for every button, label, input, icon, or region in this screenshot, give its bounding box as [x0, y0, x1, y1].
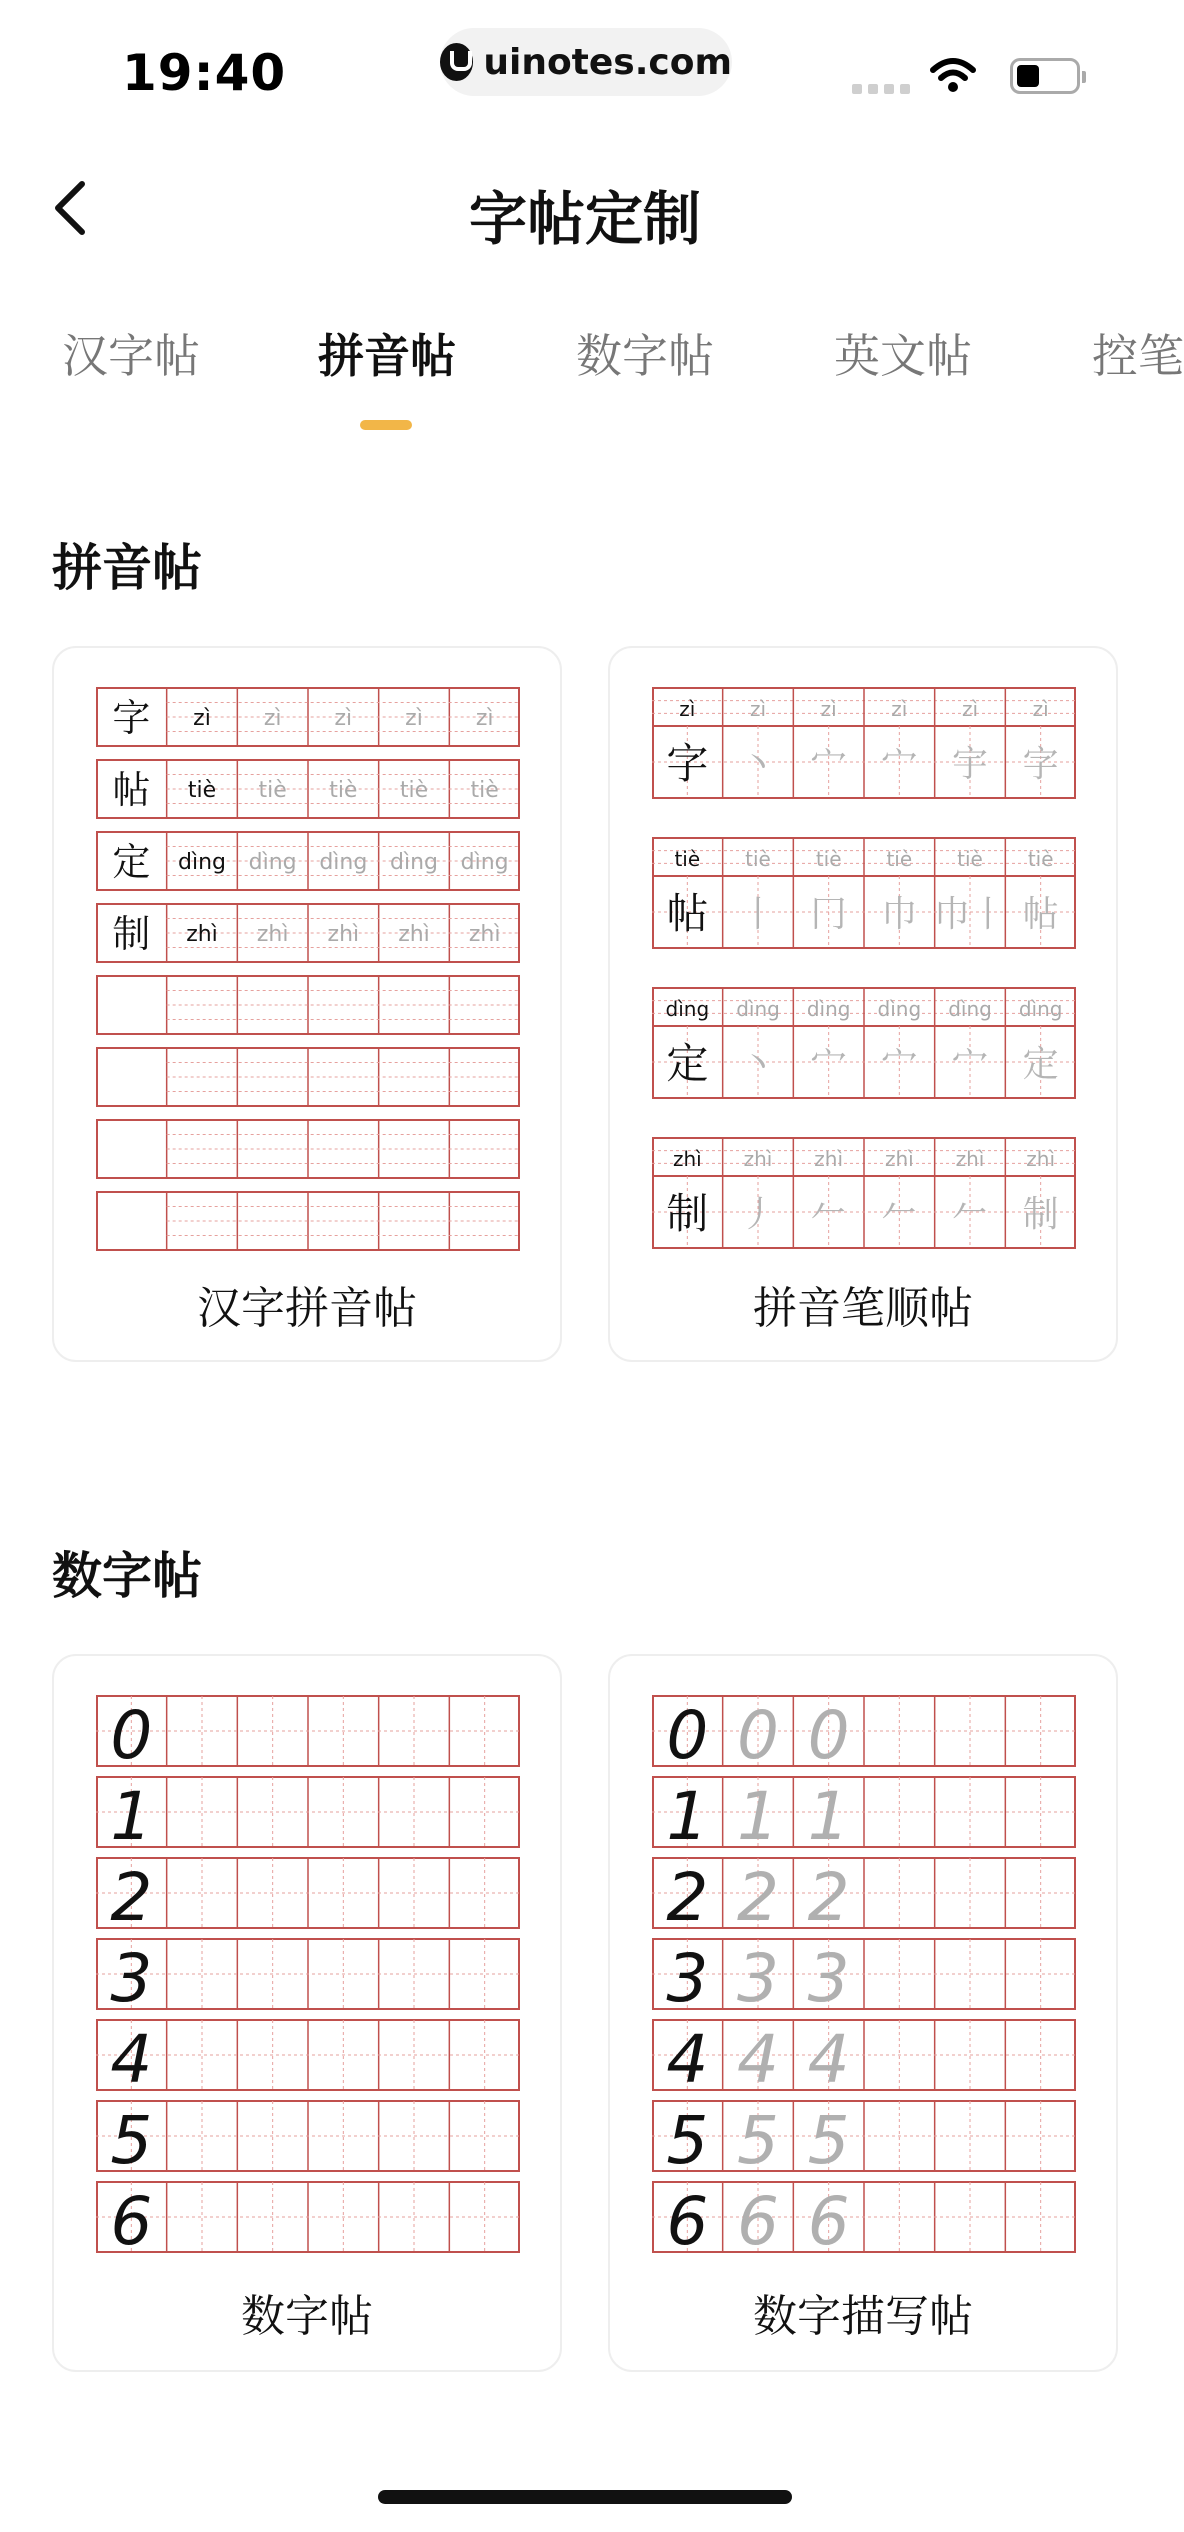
hanzi-char: 定	[112, 840, 151, 884]
digit: 5	[666, 2102, 709, 2179]
pinyin-text: zhì	[884, 1147, 914, 1171]
stroke-step: 定	[1022, 1044, 1059, 1085]
hanzi-char: 帖	[112, 768, 151, 812]
card-hanzi-pinyin[interactable]	[52, 646, 562, 1362]
stroke-step: 丶	[739, 744, 777, 785]
stroke-step: 制	[1022, 1194, 1059, 1235]
stroke-step: 巾	[881, 894, 918, 935]
pinyin-text: tiè	[399, 778, 429, 803]
pinyin-text: zì	[961, 697, 979, 721]
active-tab-indicator	[360, 420, 412, 430]
trace-digit: 5	[737, 2102, 779, 2179]
digit: 0	[666, 1697, 709, 1774]
cellular-signal-icon	[852, 84, 910, 94]
trace-digit: 1	[737, 1778, 779, 1855]
stroke-step: 帖	[1022, 894, 1059, 935]
pinyin-text: tiè	[957, 847, 983, 871]
pinyin-text: zhì	[256, 922, 289, 947]
hanzi-char: 字	[112, 696, 151, 740]
pinyin-text: dìng	[460, 850, 509, 875]
hanzi-char: 定	[666, 1039, 709, 1088]
pinyin-text: zhì	[743, 1147, 773, 1171]
hanzi-char: 字	[666, 739, 709, 788]
pinyin-text: tiè	[886, 847, 913, 871]
trace-digit: 2	[807, 1859, 850, 1936]
card-label: 数字描写帖	[753, 2291, 973, 2342]
stroke-step: 宀	[881, 1044, 918, 1085]
card-number[interactable]	[52, 1654, 562, 2372]
pinyin-text: tiè	[470, 778, 499, 803]
pinyin-section-title: 拼音帖	[52, 539, 202, 597]
stroke-step: 宇	[951, 744, 989, 785]
pinyin-text: zì	[263, 706, 282, 731]
stroke-step: 冂	[810, 894, 847, 935]
digit: 1	[110, 1778, 153, 1855]
number-trace-grid	[652, 1696, 1076, 2260]
number-grid	[96, 1696, 520, 2260]
pinyin-text: tiè	[815, 847, 842, 871]
pinyin-text: zhì	[398, 922, 430, 947]
pinyin-text: dìng	[1018, 997, 1063, 1021]
pinyin-text: tiè	[745, 847, 771, 871]
trace-digit: 1	[807, 1778, 850, 1855]
tab-hanzi[interactable]: 汉字帖	[62, 329, 200, 383]
stroke-step: 𠂉	[810, 1194, 847, 1235]
battery-icon	[1010, 58, 1080, 94]
pinyin-stroke-grid	[652, 688, 1076, 1248]
digit: 2	[110, 1859, 153, 1936]
tab-bar	[0, 320, 1184, 400]
tab-number[interactable]: 数字帖	[576, 329, 714, 383]
tab-pinyin[interactable]: 拼音帖	[318, 329, 456, 383]
pinyin-text: dìng	[736, 997, 780, 1021]
stroke-step: 丶	[739, 1044, 777, 1085]
digit: 5	[110, 2102, 153, 2179]
hanzi-char: 帖	[666, 889, 709, 938]
pinyin-text: zì	[1032, 697, 1049, 721]
pinyin-text: zì	[749, 697, 767, 721]
stroke-step: 宀	[810, 744, 847, 785]
card-number-trace[interactable]	[608, 1654, 1118, 2372]
tab-control-pen[interactable]: 控笔	[1092, 329, 1184, 383]
pinyin-text: zhì	[468, 922, 501, 947]
trace-digit: 4	[737, 2021, 779, 2098]
trace-digit: 0	[737, 1697, 779, 1774]
pinyin-text: tiè	[674, 847, 701, 871]
card-label: 汉字拼音帖	[197, 1283, 417, 1334]
digit: 4	[110, 2021, 153, 2098]
pinyin-text: zhì	[814, 1147, 844, 1171]
trace-digit: 4	[807, 2021, 850, 2098]
digit: 4	[666, 2021, 709, 2098]
pinyin-text: zì	[891, 697, 908, 721]
pinyin-text: zì	[679, 697, 696, 721]
card-label: 数字帖	[241, 2291, 373, 2342]
pinyin-text: tiè	[1027, 847, 1054, 871]
stroke-step: 丨	[739, 894, 777, 935]
pinyin-text: dìng	[390, 850, 438, 875]
pinyin-text: dìng	[948, 997, 992, 1021]
stroke-step: 宀	[881, 744, 918, 785]
pinyin-text: zhì	[672, 1147, 702, 1171]
tab-english[interactable]: 英文帖	[834, 329, 972, 383]
pinyin-text: tiè	[258, 778, 287, 803]
trace-digit: 6	[737, 2183, 779, 2260]
hanzi-char: 制	[666, 1189, 709, 1238]
stroke-step: 宀	[810, 1044, 847, 1085]
pinyin-text: zì	[405, 706, 423, 731]
pinyin-text: zì	[820, 697, 837, 721]
wifi-icon	[930, 58, 976, 94]
site-logo-icon	[440, 43, 473, 81]
digit: 6	[666, 2183, 709, 2260]
pinyin-text: dìng	[248, 850, 297, 875]
pinyin-text: dìng	[806, 997, 851, 1021]
status-time: 19:40	[122, 44, 287, 102]
stroke-step: 字	[1022, 744, 1059, 785]
trace-digit: 3	[807, 1940, 850, 2017]
pinyin-text: zì	[193, 706, 211, 731]
hanzi-char: 制	[112, 912, 151, 956]
pinyin-text: zì	[334, 706, 353, 731]
number-section-title: 数字帖	[52, 1547, 202, 1605]
trace-digit: 0	[807, 1697, 850, 1774]
pinyin-text: zì	[475, 706, 494, 731]
page-title: 字帖定制	[468, 185, 701, 253]
stroke-step: 巾丨	[933, 894, 1007, 935]
pinyin-text: zhì	[327, 922, 360, 947]
pinyin-text: dìng	[665, 997, 710, 1021]
digit: 3	[110, 1940, 153, 2017]
digit: 1	[666, 1778, 709, 1855]
stroke-step: 𠂉	[881, 1194, 918, 1235]
pinyin-text: zhì	[1026, 1147, 1056, 1171]
url-pill[interactable]	[440, 28, 732, 96]
url-text: uinotes.com	[483, 41, 732, 83]
trace-digit: 3	[737, 1940, 779, 2017]
digit: 0	[110, 1697, 153, 1774]
home-indicator	[378, 2490, 792, 2504]
pinyin-text: zhì	[955, 1147, 985, 1171]
stroke-step: 宀	[951, 1044, 989, 1085]
pinyin-text: tiè	[187, 778, 217, 803]
digit: 3	[666, 1940, 709, 2017]
stroke-step: 𠂉	[951, 1194, 989, 1235]
pinyin-text: dìng	[319, 850, 368, 875]
pinyin-text: zhì	[186, 922, 218, 947]
digit: 2	[666, 1859, 709, 1936]
stroke-step: 丿	[739, 1194, 777, 1235]
digit: 6	[110, 2183, 153, 2260]
card-label: 拼音笔顺帖	[753, 1283, 973, 1334]
trace-digit: 2	[737, 1859, 779, 1936]
hanzi-pinyin-grid	[96, 688, 520, 1248]
pinyin-text: dìng	[877, 997, 922, 1021]
card-pinyin-stroke[interactable]	[608, 646, 1118, 1362]
pinyin-text: tiè	[329, 778, 358, 803]
trace-digit: 5	[807, 2102, 850, 2179]
trace-digit: 6	[807, 2183, 850, 2260]
pinyin-text: dìng	[178, 850, 226, 875]
